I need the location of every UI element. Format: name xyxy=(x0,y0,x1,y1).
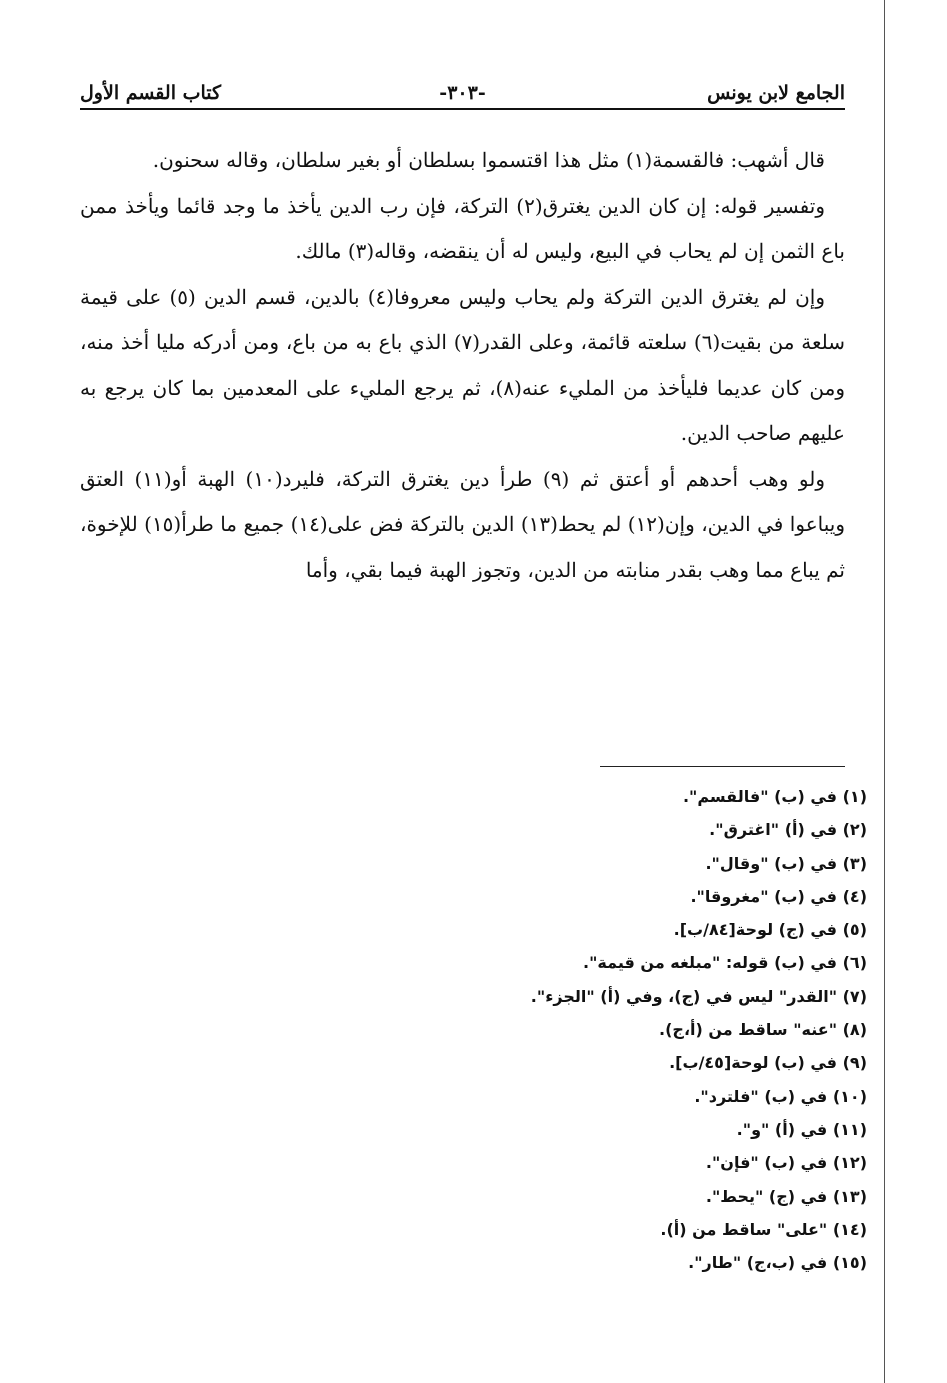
footnote: (١٥) في (ب،ج) "طار". xyxy=(688,1253,867,1273)
main-text xyxy=(80,138,845,593)
footnote: (٨) "عنه" ساقط من (أ،ج). xyxy=(659,1020,867,1040)
page-edge-line xyxy=(884,0,885,1383)
footnote: (٧) "القدر" ليس في (ج)، وفي (أ) "الجزء". xyxy=(530,986,867,1006)
footnote: (٥) في (ج) لوحة[٨٤/ب]. xyxy=(673,920,867,940)
footnote: (٤) في (ب) "مغروقا". xyxy=(690,886,867,906)
footnote: (٩) في (ب) لوحة[٤٥/ب]. xyxy=(669,1053,867,1073)
header-book-title: الجامع لابن يونس xyxy=(707,82,845,104)
paragraph: ولو وهب أحدهم أو أعتق ثم (٩) طرأ دين يغترق التركة، فليرد(١٠) الهبة أو(١١) العتق ويباعوا في الدين، وإن(١٢) لم يحط(١٣) الدين بالتركة فض على(١٤) جميع ما طرأ(١٥) للإخوة، ثم يباع مما وهب بقدر منابته من الدين، وتجوز الهبة فيما بقي، وأما xyxy=(80,466,845,582)
footnote: (١١) في (أ) "و". xyxy=(736,1119,867,1139)
paragraph: وإن لم يغترق الدين التركة ولم يحاب وليس معروفا(٤) بالدين، قسم الدين (٥) على قيمة سلعة من بقيت(٦) سلعته قائمة، وعلى القدر(٧) الذي باع به من باع، ومن أدركه مليا أخذ منه، ومن كان عديما فليأخذ من المليء عنه(٨)، ثم يرجع المليء على المعدمين بما كان يرجع به عليهم صاحب الدين. xyxy=(80,284,845,445)
footnote: (١) في (ب) "فالقسم". xyxy=(682,787,867,806)
footnote: (٣) في (ب) "وقال". xyxy=(705,853,867,873)
running-header xyxy=(80,78,845,108)
footnote: (١٣) في (ج) "يحط". xyxy=(705,1186,867,1206)
footnote: (١٠) في (ب) "فلترد". xyxy=(694,1086,867,1106)
footnote: (٦) في (ب) قوله: "مبلغه من قيمة". xyxy=(583,953,867,973)
page-number: -٣٠٣- xyxy=(439,82,486,104)
footnotes xyxy=(307,780,867,1279)
paragraph: وتفسير قوله: إن كان الدين يغترق(٢) التركة، فإن رب الدين يأخذ ما وجد قائما ويأخذ ممن باع الثمن إن لم يحاب في البيع، وليس له أن ينقضه، وقاله(٣) مالك. xyxy=(80,193,845,263)
footnote: (٢) في (أ) "اغترق". xyxy=(709,820,867,840)
footnote-rule xyxy=(600,766,845,767)
header-rule xyxy=(80,108,845,110)
footnote: (١٤) "على" ساقط من (أ). xyxy=(660,1219,867,1239)
paragraph: قال أشهب: فالقسمة(١) مثل هذا اقتسموا بسلطان أو بغير سلطان، وقاله سحنون. xyxy=(152,148,825,172)
header-section-title: كتاب القسم الأول xyxy=(80,82,222,104)
footnote: (١٢) في (ب) "فإن". xyxy=(705,1153,867,1173)
